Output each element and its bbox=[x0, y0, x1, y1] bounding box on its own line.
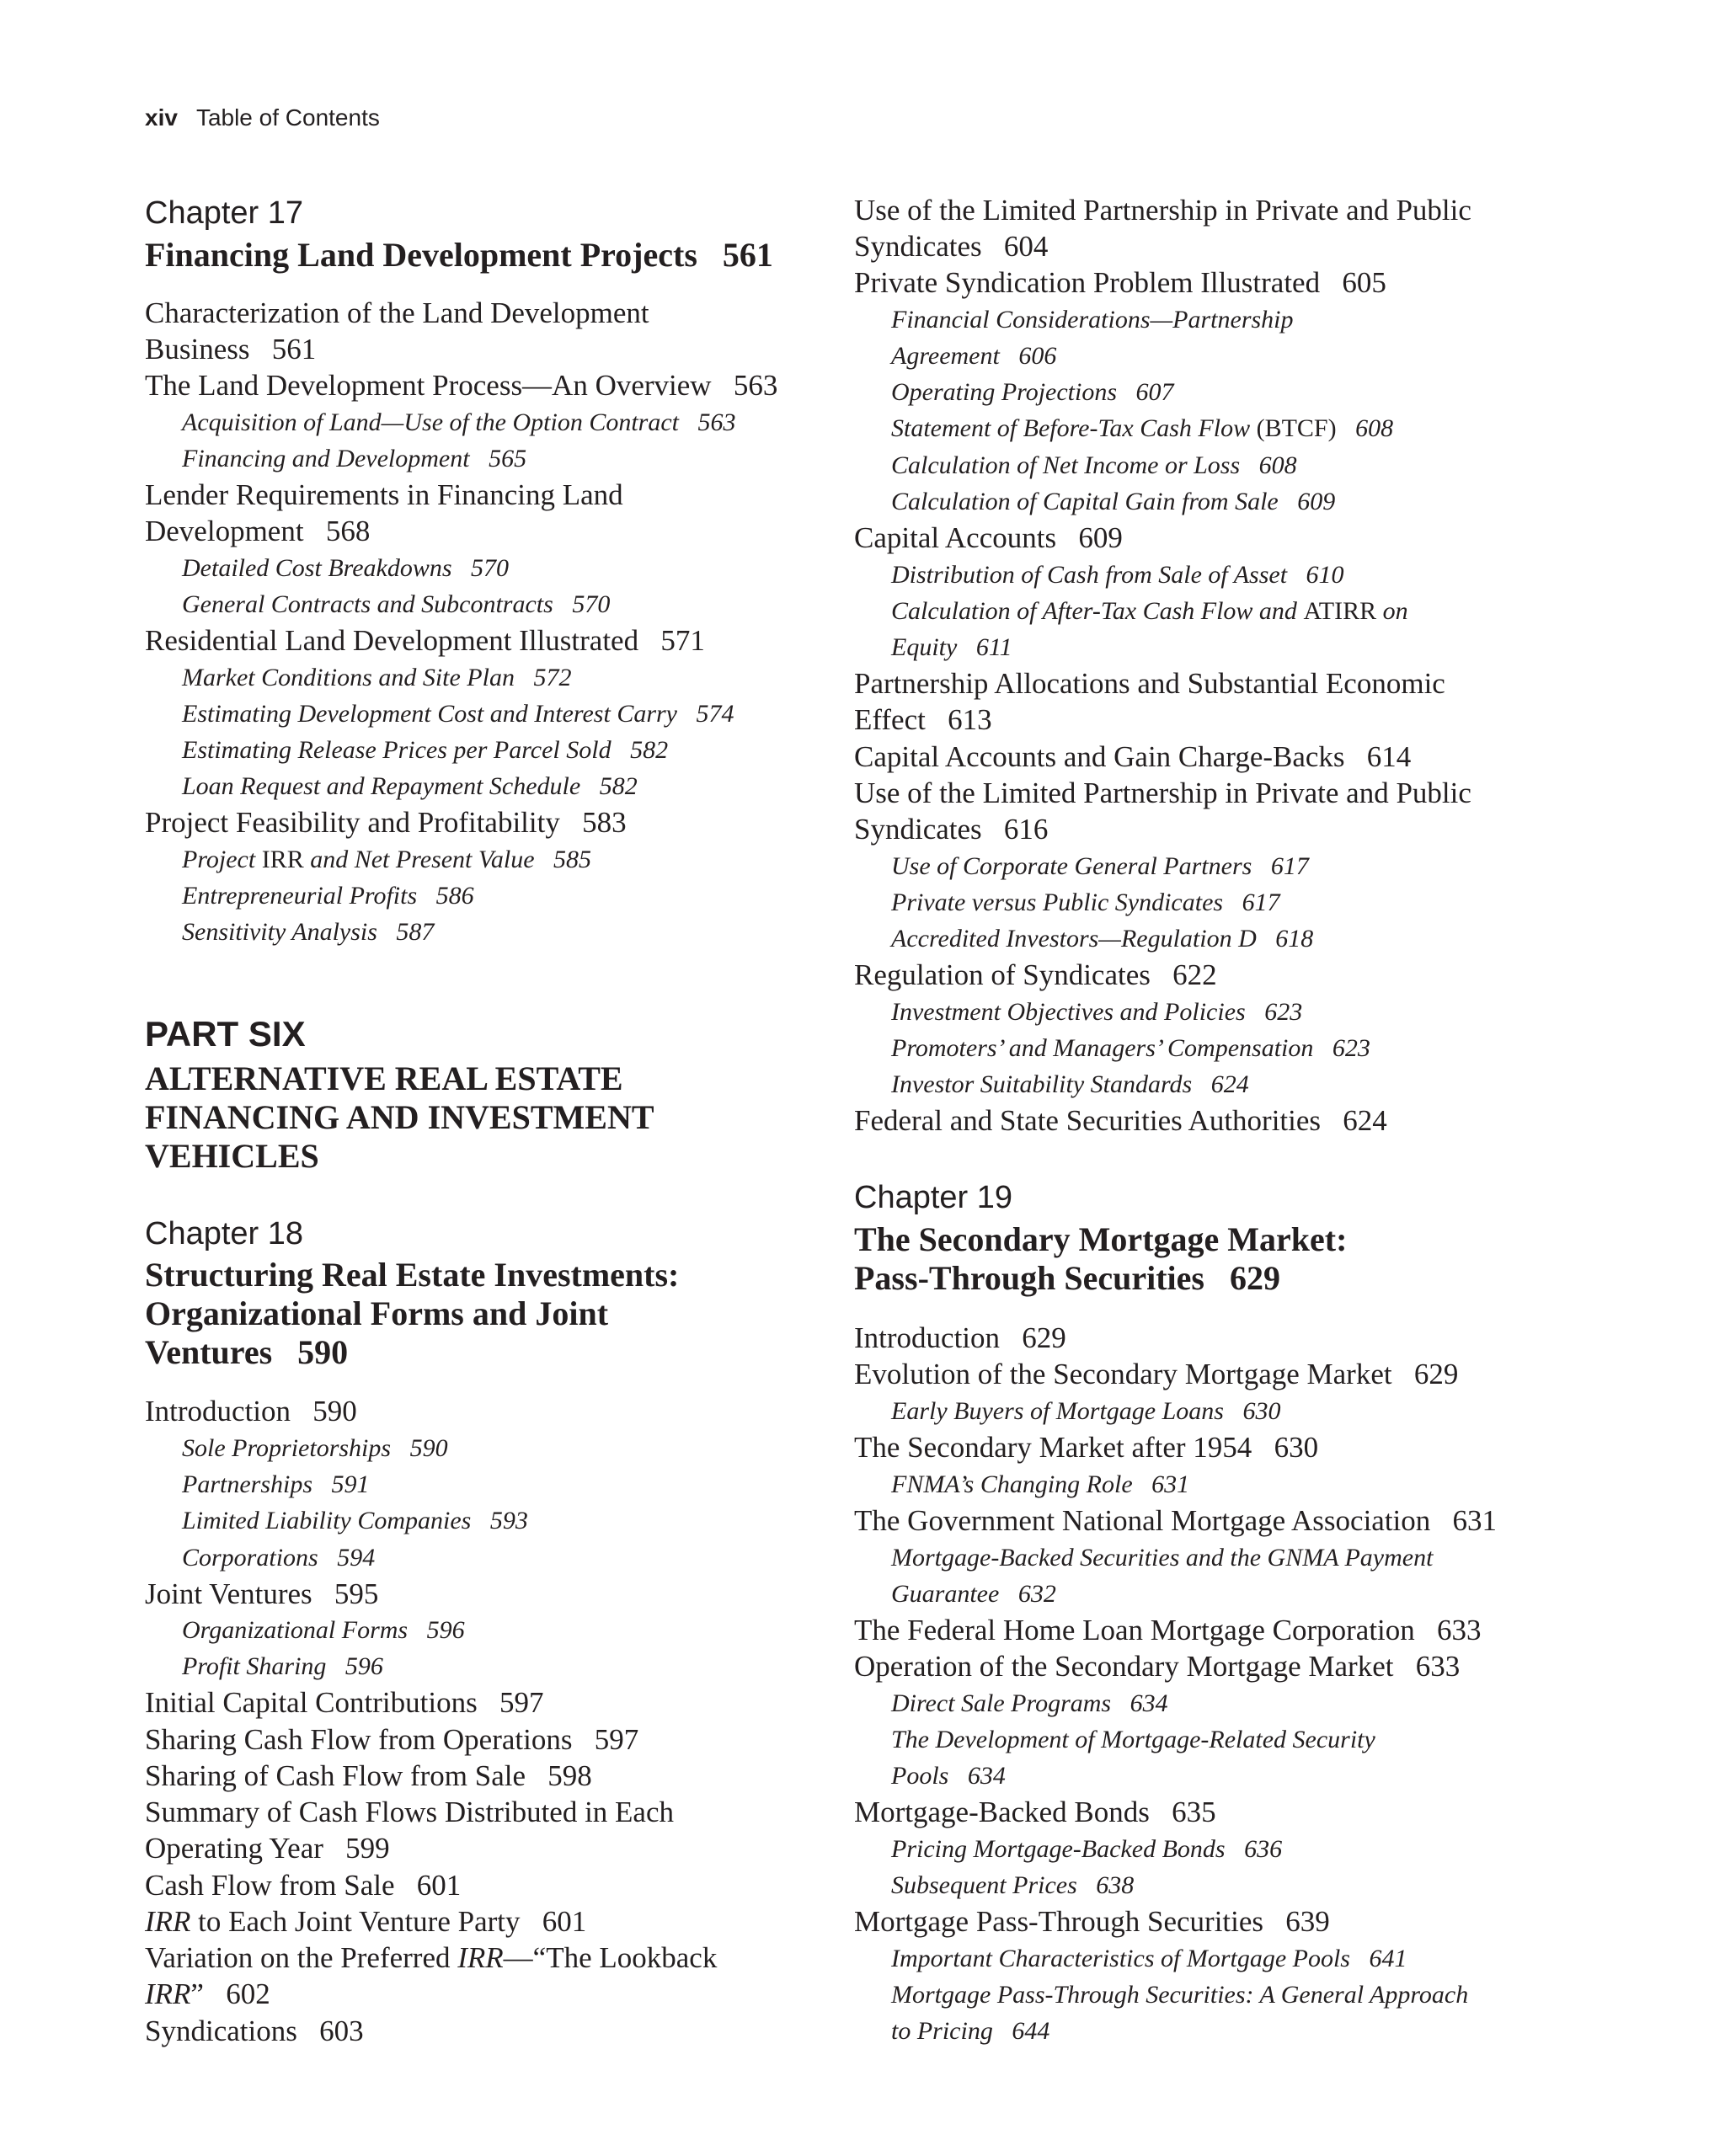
chapter-19-title-line[interactable]: Pass-Through Securities 629 bbox=[854, 1259, 1280, 1297]
running-head bbox=[145, 101, 380, 135]
toc-entry[interactable]: Partnership Allocations and Substantial Economic bbox=[854, 667, 1445, 700]
toc-subentry[interactable]: Financing and Development 565 bbox=[182, 445, 527, 472]
chapter-17-label: Chapter 17 bbox=[145, 195, 304, 231]
toc-subentry[interactable]: Agreement 606 bbox=[891, 342, 1057, 370]
toc-entry[interactable]: Operation of the Secondary Mortgage Market 633 bbox=[854, 1650, 1461, 1683]
toc-subentry[interactable]: Use of Corporate General Partners 617 bbox=[891, 852, 1309, 880]
toc-subentry[interactable]: Profit Sharing 596 bbox=[182, 1652, 383, 1680]
toc-subentry[interactable]: Private versus Public Syndicates 617 bbox=[891, 889, 1280, 916]
toc-subentry[interactable]: Pools 634 bbox=[891, 1762, 1006, 1790]
running-head-title: Table of Contents bbox=[195, 104, 380, 131]
chapter-18-title-line[interactable]: Ventures 590 bbox=[145, 1333, 349, 1371]
toc-entry[interactable]: IRR to Each Joint Venture Party 601 bbox=[145, 1905, 587, 1938]
chapter-17-title[interactable]: Financing Land Development Projects 561 bbox=[145, 236, 773, 274]
toc-subentry[interactable]: Mortgage-Backed Securities and the GNMA Payment bbox=[891, 1544, 1434, 1572]
toc-subentry[interactable]: to Pricing 644 bbox=[891, 2017, 1050, 2045]
toc-subentry[interactable]: Accredited Investors—Regulation D 618 bbox=[891, 925, 1314, 953]
chapter-17-page: 561 bbox=[722, 236, 773, 274]
toc-entry[interactable]: Sharing Cash Flow from Operations 597 bbox=[145, 1723, 639, 1756]
toc-subentry[interactable]: Calculation of Net Income or Loss 608 bbox=[891, 451, 1297, 479]
toc-subentry[interactable]: Operating Projections 607 bbox=[891, 378, 1174, 406]
toc-subentry[interactable]: Early Buyers of Mortgage Loans 630 bbox=[891, 1397, 1281, 1425]
part-six-title-line: ALTERNATIVE REAL ESTATE bbox=[145, 1059, 623, 1097]
toc-entry[interactable]: Federal and State Securities Authorities 624 bbox=[854, 1104, 1387, 1137]
toc-entry[interactable]: The Secondary Market after 1954 630 bbox=[854, 1431, 1319, 1464]
toc-subentry[interactable]: Estimating Release Prices per Parcel Sold 582 bbox=[182, 736, 669, 764]
toc-entry[interactable]: Business 561 bbox=[145, 333, 317, 366]
page-folio: xiv bbox=[145, 104, 178, 131]
chapter-19-label: Chapter 19 bbox=[854, 1180, 1013, 1215]
toc-subentry[interactable]: Corporations 594 bbox=[182, 1544, 376, 1572]
toc-entry[interactable]: Use of the Limited Partnership in Private and Public bbox=[854, 194, 1471, 227]
toc-subentry[interactable]: Investor Suitability Standards 624 bbox=[891, 1070, 1249, 1098]
toc-subentry[interactable]: Organizational Forms 596 bbox=[182, 1616, 465, 1644]
toc-entry[interactable]: IRR” 602 bbox=[145, 1977, 270, 2010]
toc-entry[interactable]: Summary of Cash Flows Distributed in Each bbox=[145, 1796, 675, 1828]
toc-subentry[interactable]: Calculation of After-Tax Cash Flow and ATIRR on bbox=[891, 597, 1408, 625]
toc-entry[interactable]: Initial Capital Contributions 597 bbox=[145, 1686, 544, 1719]
toc-subentry[interactable]: Equity 611 bbox=[891, 633, 1012, 661]
toc-entry[interactable]: Residential Land Development Illustrated 571 bbox=[145, 624, 705, 657]
toc-entry[interactable]: Cash Flow from Sale 601 bbox=[145, 1869, 462, 1902]
toc-subentry[interactable]: Direct Sale Programs 634 bbox=[891, 1689, 1168, 1717]
toc-subentry[interactable]: Calculation of Capital Gain from Sale 609 bbox=[891, 488, 1336, 515]
toc-subentry[interactable]: General Contracts and Subcontracts 570 bbox=[182, 590, 611, 618]
part-six-title-line: FINANCING AND INVESTMENT bbox=[145, 1098, 654, 1136]
toc-entry[interactable]: Operating Year 599 bbox=[145, 1832, 390, 1865]
toc-entry[interactable]: The Land Development Process—An Overview 563 bbox=[145, 369, 778, 402]
toc-entry[interactable]: Private Syndication Problem Illustrated 605 bbox=[854, 266, 1386, 299]
toc-entry[interactable]: Introduction 590 bbox=[145, 1395, 357, 1428]
toc-subentry[interactable]: Investment Objectives and Policies 623 bbox=[891, 998, 1303, 1026]
toc-entry[interactable]: Joint Ventures 595 bbox=[145, 1577, 379, 1610]
toc-subentry[interactable]: Mortgage Pass-Through Securities: A General Approach bbox=[891, 1981, 1469, 2009]
toc-subentry[interactable]: Pricing Mortgage-Backed Bonds 636 bbox=[891, 1835, 1283, 1863]
chapter-18-page: 590 bbox=[297, 1333, 349, 1371]
toc-subentry[interactable]: Estimating Development Cost and Interest Carry 574 bbox=[182, 700, 734, 728]
toc-entry[interactable]: The Federal Home Loan Mortgage Corporation 633 bbox=[854, 1614, 1482, 1646]
toc-entry[interactable]: Mortgage Pass-Through Securities 639 bbox=[854, 1905, 1330, 1938]
toc-subentry[interactable]: FNMA’s Changing Role 631 bbox=[891, 1470, 1190, 1498]
chapter-18-title-line[interactable]: Structuring Real Estate Investments: bbox=[145, 1256, 680, 1294]
toc-entry[interactable]: Sharing of Cash Flow from Sale 598 bbox=[145, 1759, 592, 1792]
toc-subentry[interactable]: Guarantee 632 bbox=[891, 1580, 1056, 1608]
toc-subentry[interactable]: Project IRR and Net Present Value 585 bbox=[182, 846, 592, 873]
toc-subentry[interactable]: Subsequent Prices 638 bbox=[891, 1871, 1135, 1899]
toc-entry[interactable]: Introduction 629 bbox=[854, 1321, 1066, 1354]
toc-subentry[interactable]: Detailed Cost Breakdowns 570 bbox=[182, 554, 510, 582]
chapter-18-title-line[interactable]: Organizational Forms and Joint bbox=[145, 1294, 609, 1332]
toc-entry[interactable]: Effect 613 bbox=[854, 703, 992, 736]
toc-entry[interactable]: Capital Accounts 609 bbox=[854, 521, 1123, 554]
toc-subentry[interactable]: Sensitivity Analysis 587 bbox=[182, 918, 435, 946]
toc-subentry[interactable]: The Development of Mortgage-Related Security bbox=[891, 1726, 1375, 1753]
toc-subentry[interactable]: Financial Considerations—Partnership bbox=[891, 306, 1294, 334]
toc-entry[interactable]: Characterization of the Land Development bbox=[145, 296, 649, 329]
toc-entry[interactable]: Lender Requirements in Financing Land bbox=[145, 478, 623, 511]
toc-entry[interactable]: Evolution of the Secondary Mortgage Market 629 bbox=[854, 1358, 1459, 1390]
chapter-19-page: 629 bbox=[1229, 1259, 1280, 1297]
toc-subentry[interactable]: Sole Proprietorships 590 bbox=[182, 1434, 448, 1462]
chapter-18-label: Chapter 18 bbox=[145, 1216, 304, 1251]
toc-entry[interactable]: Use of the Limited Partnership in Private and Public bbox=[854, 776, 1471, 809]
toc-subentry[interactable]: Promoters’ and Managers’ Compensation 623 bbox=[891, 1034, 1370, 1062]
toc-subentry[interactable]: Entrepreneurial Profits 586 bbox=[182, 882, 474, 910]
toc-subentry[interactable]: Partnerships 591 bbox=[182, 1470, 370, 1498]
toc-entry[interactable]: Variation on the Preferred IRR—“The Lookback bbox=[145, 1941, 718, 1974]
toc-entry[interactable]: Regulation of Syndicates 622 bbox=[854, 958, 1217, 991]
toc-subentry[interactable]: Limited Liability Companies 593 bbox=[182, 1507, 528, 1534]
toc-entry[interactable]: Project Feasibility and Profitability 583 bbox=[145, 806, 627, 839]
toc-entry[interactable]: Mortgage-Backed Bonds 635 bbox=[854, 1796, 1216, 1828]
toc-subentry[interactable]: Market Conditions and Site Plan 572 bbox=[182, 664, 572, 691]
toc-subentry[interactable]: Loan Request and Repayment Schedule 582 bbox=[182, 772, 638, 800]
toc-entry[interactable]: The Government National Mortgage Association 631 bbox=[854, 1504, 1498, 1537]
chapter-19-title-line[interactable]: The Secondary Mortgage Market: bbox=[854, 1220, 1348, 1258]
toc-entry[interactable]: Syndicates 604 bbox=[854, 230, 1049, 263]
part-six-label: PART SIX bbox=[145, 1014, 306, 1054]
toc-entry[interactable]: Syndications 603 bbox=[145, 2015, 364, 2047]
part-six-title-line: VEHICLES bbox=[145, 1137, 319, 1175]
toc-entry[interactable]: Syndicates 616 bbox=[854, 813, 1049, 846]
toc-subentry[interactable]: Distribution of Cash from Sale of Asset 610 bbox=[891, 561, 1344, 589]
toc-subentry[interactable]: Statement of Before-Tax Cash Flow (BTCF) 608 bbox=[891, 414, 1394, 442]
toc-subentry[interactable]: Acquisition of Land—Use of the Option Contract 563 bbox=[182, 408, 736, 436]
toc-entry[interactable]: Development 568 bbox=[145, 515, 371, 547]
toc-subentry[interactable]: Important Characteristics of Mortgage Pools 641 bbox=[891, 1945, 1407, 1972]
toc-entry[interactable]: Capital Accounts and Gain Charge-Backs 614 bbox=[854, 740, 1412, 773]
